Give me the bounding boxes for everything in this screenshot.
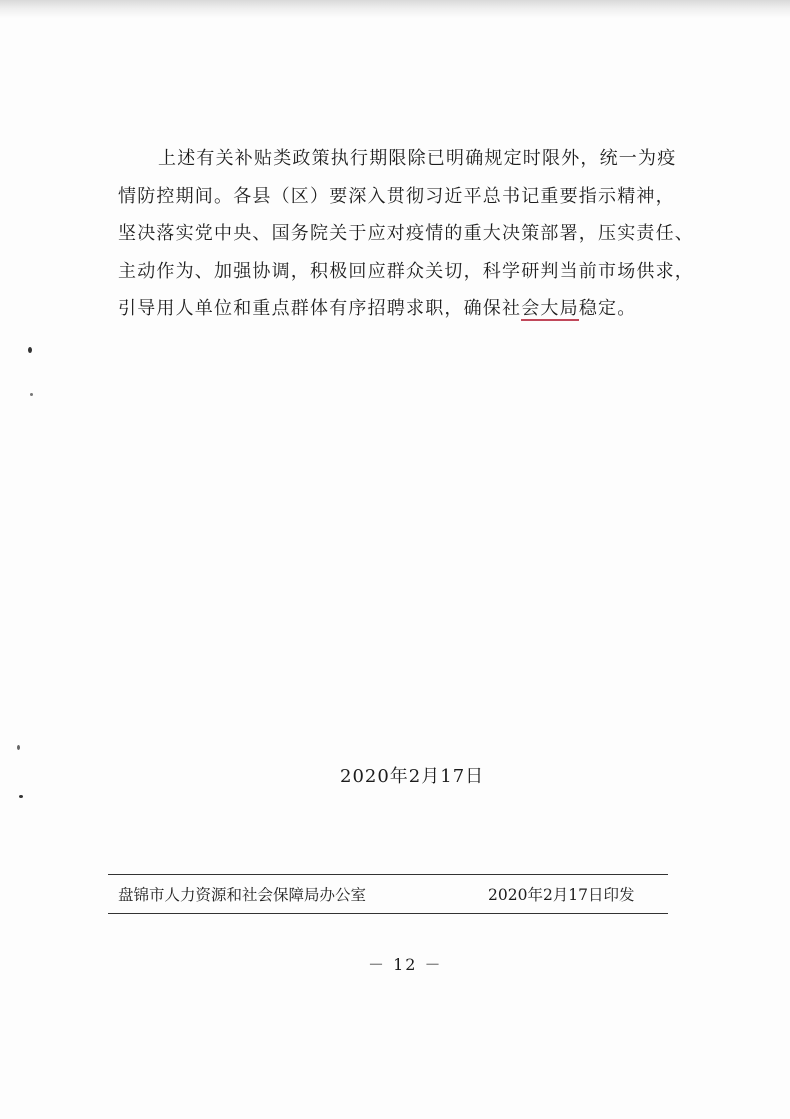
body-paragraph — [118, 140, 694, 328]
footer-issuer: 盘锦市人力资源和社会保障局办公室 — [118, 886, 367, 904]
signature-date: 2020年2月17日 — [340, 766, 485, 787]
body-line-4: 主动作为、加强协调，积极回应群众关切，科学研判当前市场供求， — [118, 260, 694, 282]
body-line-5 — [118, 290, 690, 328]
scan-top-edge — [0, 0, 790, 18]
scan-speck — [19, 795, 23, 798]
body-line-5-start: 引导用人单位和重点群体有序招聘求职，确保社 — [118, 298, 522, 319]
scan-speck — [17, 745, 20, 750]
body-line-2: 情防控期间。各县（区）要深入贯彻习近平总书记重要指示精神， — [118, 185, 675, 207]
handwritten-underline-mark: 会大局 — [521, 298, 579, 319]
scan-speck — [28, 347, 32, 353]
footer-rule-bottom — [108, 913, 668, 914]
body-line-1: 上述有关补贴类政策执行期限除已明确规定时限外，统一为疫 — [158, 148, 677, 169]
body-line-5-end: 稳定。 — [578, 298, 637, 319]
footer-issue-date: 2020年2月17日印发 — [488, 886, 635, 904]
scan-speck — [30, 393, 33, 396]
body-line-3: 坚决落实党中央、国务院关于应对疫情的重大决策部署，压实责任、 — [118, 223, 694, 244]
footer-rule-top — [108, 874, 668, 875]
page-number: － 12 － — [368, 955, 443, 974]
